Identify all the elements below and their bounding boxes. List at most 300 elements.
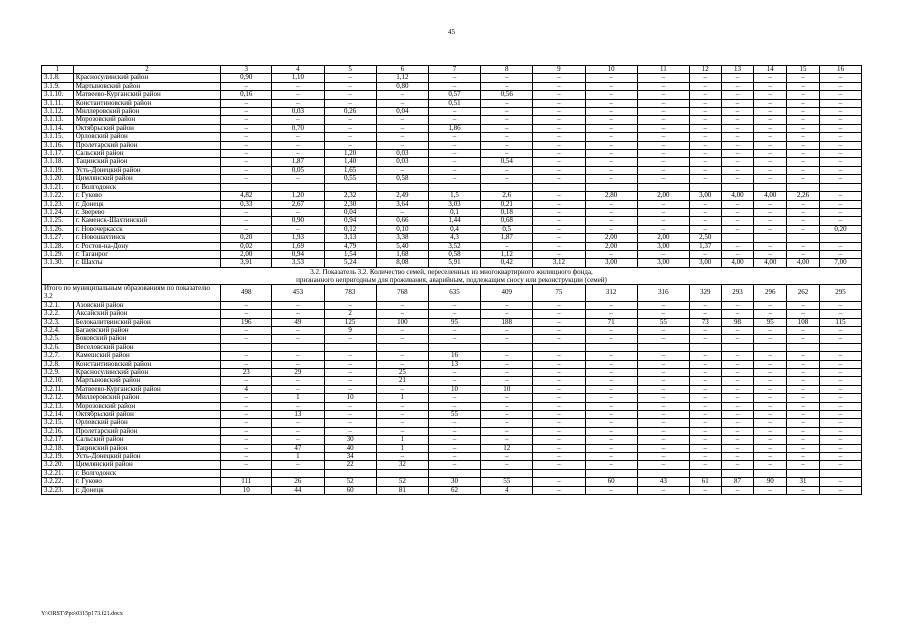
- row-value: –: [721, 402, 754, 410]
- table-row: [42, 360, 862, 368]
- row-value: –: [689, 250, 721, 258]
- row-value: 0,33: [221, 200, 272, 208]
- row-value: –: [637, 335, 689, 343]
- table-row: [42, 385, 862, 393]
- row-value: –: [819, 461, 861, 469]
- row-name: Пролетарский район: [73, 427, 220, 435]
- row-value: –: [637, 208, 689, 216]
- row-value: 4: [481, 486, 533, 494]
- row-name: г. Новошахтинск: [73, 234, 220, 242]
- row-value: –: [721, 99, 754, 107]
- row-value: –: [481, 453, 533, 461]
- row-name: Багаевский район: [73, 326, 220, 334]
- row-value: –: [221, 436, 272, 444]
- row-value: –: [481, 360, 533, 368]
- row-value: –: [481, 99, 533, 107]
- row-value: –: [819, 369, 861, 377]
- row-value: [272, 183, 324, 191]
- row-name: г. Шахты: [73, 259, 220, 267]
- row-value: –: [754, 150, 787, 158]
- row-value: –: [533, 250, 585, 258]
- row-value: –: [221, 175, 272, 183]
- row-value: –: [787, 394, 820, 402]
- row-value: –: [637, 91, 689, 99]
- row-value: –: [533, 208, 585, 216]
- row-value: 3,52: [428, 242, 480, 250]
- row-value: –: [428, 335, 480, 343]
- row-value: 4,79: [324, 242, 376, 250]
- row-value: 16: [428, 352, 480, 360]
- row-value: –: [533, 453, 585, 461]
- row-value: –: [819, 175, 861, 183]
- table-row: [42, 141, 862, 149]
- row-value: [819, 469, 861, 477]
- row-value: –: [637, 377, 689, 385]
- column-header: 2: [73, 66, 220, 74]
- row-value: –: [585, 225, 637, 233]
- row-value: –: [481, 74, 533, 82]
- row-value: –: [428, 108, 480, 116]
- row-value: 3,53: [272, 259, 324, 267]
- row-value: –: [272, 116, 324, 124]
- row-value: –: [376, 166, 428, 174]
- row-value: –: [221, 108, 272, 116]
- row-value: 43: [637, 478, 689, 486]
- row-value: –: [481, 301, 533, 309]
- table-row: [42, 486, 862, 494]
- row-number: 3.2.23.: [42, 486, 74, 494]
- row-value: –: [637, 200, 689, 208]
- table-row: [42, 234, 862, 242]
- row-name: Орловский район: [73, 419, 220, 427]
- row-value: –: [637, 444, 689, 452]
- row-value: 0,70: [272, 124, 324, 132]
- row-value: –: [481, 108, 533, 116]
- row-value: –: [637, 217, 689, 225]
- row-value: 2,00: [585, 234, 637, 242]
- row-value: 0,56: [481, 91, 533, 99]
- total-value: 635: [428, 284, 480, 301]
- row-name: Красносулинский район: [73, 369, 220, 377]
- row-value: –: [754, 91, 787, 99]
- row-value: –: [689, 444, 721, 452]
- row-value: 5,40: [376, 242, 428, 250]
- row-value: –: [819, 419, 861, 427]
- row-value: –: [787, 427, 820, 435]
- row-value: –: [533, 402, 585, 410]
- row-name: Азовский район: [73, 301, 220, 309]
- row-value: –: [754, 208, 787, 216]
- row-value: –: [819, 453, 861, 461]
- row-value: [637, 183, 689, 191]
- row-value: 1,54: [324, 250, 376, 258]
- row-value: –: [533, 301, 585, 309]
- row-value: –: [689, 385, 721, 393]
- row-value: –: [428, 158, 480, 166]
- row-value: [754, 469, 787, 477]
- row-value: [376, 469, 428, 477]
- row-value: –: [324, 402, 376, 410]
- row-value: –: [637, 369, 689, 377]
- total-value: 296: [754, 284, 787, 301]
- table-row: [42, 116, 862, 124]
- row-name: Матвеево-Курганский район: [73, 91, 220, 99]
- row-value: 21: [376, 377, 428, 385]
- row-value: –: [637, 158, 689, 166]
- row-value: –: [637, 141, 689, 149]
- row-value: –: [721, 175, 754, 183]
- row-value: –: [637, 99, 689, 107]
- row-value: 2,80: [585, 192, 637, 200]
- row-value: 3,00: [637, 259, 689, 267]
- row-value: –: [637, 124, 689, 132]
- row-value: [585, 469, 637, 477]
- row-value: –: [221, 394, 272, 402]
- row-value: –: [721, 326, 754, 334]
- row-value: 5,24: [324, 259, 376, 267]
- row-name: Константиновский район: [73, 360, 220, 368]
- row-value: 1,87: [272, 158, 324, 166]
- row-value: –: [376, 335, 428, 343]
- row-value: –: [585, 411, 637, 419]
- row-value: –: [221, 82, 272, 90]
- row-value: –: [787, 133, 820, 141]
- row-value: –: [689, 411, 721, 419]
- row-value: –: [787, 352, 820, 360]
- row-value: –: [533, 310, 585, 318]
- row-value: –: [721, 225, 754, 233]
- row-value: –: [721, 427, 754, 435]
- row-value: 4,3: [428, 234, 480, 242]
- row-number: 3.1.28.: [42, 242, 74, 250]
- row-value: –: [221, 310, 272, 318]
- row-value: –: [533, 411, 585, 419]
- row-number: 3.2.10.: [42, 377, 74, 385]
- row-value: 2,00: [585, 242, 637, 250]
- row-value: –: [324, 133, 376, 141]
- row-value: 0,4: [428, 225, 480, 233]
- row-value: –: [376, 427, 428, 435]
- row-value: –: [689, 486, 721, 494]
- row-value: –: [787, 200, 820, 208]
- row-value: –: [819, 301, 861, 309]
- row-value: –: [637, 133, 689, 141]
- row-value: –: [787, 141, 820, 149]
- row-value: –: [721, 116, 754, 124]
- row-number: 3.1.23.: [42, 200, 74, 208]
- table-row: [42, 377, 862, 385]
- row-value: –: [585, 326, 637, 334]
- row-value: –: [481, 394, 533, 402]
- row-name: Аксайский район: [73, 310, 220, 318]
- total-value: 768: [376, 284, 428, 301]
- row-value: 0,58: [428, 250, 480, 258]
- row-name: Веселовский район: [73, 343, 220, 351]
- column-header: 8: [481, 66, 533, 74]
- row-value: 2: [324, 310, 376, 318]
- row-value: –: [754, 74, 787, 82]
- row-value: –: [533, 166, 585, 174]
- row-number: 3.2.1.: [42, 301, 74, 309]
- row-number: 3.1.16.: [42, 141, 74, 149]
- row-value: –: [721, 124, 754, 132]
- row-value: –: [585, 99, 637, 107]
- row-value: –: [481, 461, 533, 469]
- row-value: –: [481, 427, 533, 435]
- row-value: –: [585, 150, 637, 158]
- row-value: 1: [376, 436, 428, 444]
- section-title: [42, 267, 862, 284]
- row-value: 1,12: [376, 74, 428, 82]
- column-header: 15: [787, 66, 820, 74]
- row-value: –: [376, 360, 428, 368]
- row-value: [324, 343, 376, 351]
- row-value: 55: [637, 318, 689, 326]
- row-name: Миллеровский район: [73, 108, 220, 116]
- row-value: –: [754, 200, 787, 208]
- table-row: [42, 217, 862, 225]
- file-path-footer: Y:\ORST\Ppo\0315p173.f21.docx: [41, 611, 123, 617]
- row-number: 3.2.8.: [42, 360, 74, 368]
- row-value: [787, 469, 820, 477]
- row-value: –: [689, 369, 721, 377]
- row-value: –: [754, 141, 787, 149]
- table-row: [42, 166, 862, 174]
- row-value: 49: [272, 318, 324, 326]
- row-value: –: [533, 116, 585, 124]
- row-value: –: [585, 200, 637, 208]
- row-value: 44: [272, 486, 324, 494]
- row-value: –: [272, 402, 324, 410]
- row-value: [481, 469, 533, 477]
- row-value: –: [272, 99, 324, 107]
- row-value: 4: [221, 385, 272, 393]
- row-value: –: [689, 310, 721, 318]
- row-value: 0,04: [324, 208, 376, 216]
- row-value: –: [428, 326, 480, 334]
- row-value: –: [272, 360, 324, 368]
- table-row: [42, 250, 862, 258]
- row-value: [689, 343, 721, 351]
- row-value: –: [689, 108, 721, 116]
- row-value: 0,90: [272, 217, 324, 225]
- row-value: –: [533, 82, 585, 90]
- row-number: 3.2.4.: [42, 326, 74, 334]
- row-value: [637, 343, 689, 351]
- row-value: –: [221, 166, 272, 174]
- row-value: –: [533, 436, 585, 444]
- total-value: 453: [272, 284, 324, 301]
- column-header: 7: [428, 66, 480, 74]
- row-name: Мартыновский район: [73, 377, 220, 385]
- row-value: –: [637, 250, 689, 258]
- row-value: –: [637, 486, 689, 494]
- row-value: –: [689, 175, 721, 183]
- row-value: –: [637, 326, 689, 334]
- table-row: [42, 183, 862, 191]
- table-row: [42, 436, 862, 444]
- row-value: –: [272, 352, 324, 360]
- row-value: –: [787, 453, 820, 461]
- row-value: –: [819, 200, 861, 208]
- row-value: –: [221, 99, 272, 107]
- row-value: 4,00: [754, 192, 787, 200]
- row-value: –: [481, 141, 533, 149]
- row-value: [272, 343, 324, 351]
- row-name: Сальский район: [73, 150, 220, 158]
- row-value: –: [272, 150, 324, 158]
- column-header: 16: [819, 66, 861, 74]
- row-value: –: [637, 453, 689, 461]
- row-value: –: [689, 301, 721, 309]
- row-value: –: [221, 402, 272, 410]
- row-value: 31: [787, 478, 820, 486]
- row-name: Пролетарский район: [73, 141, 220, 149]
- row-value: 3,13: [324, 234, 376, 242]
- row-value: –: [819, 402, 861, 410]
- table-row: [42, 411, 862, 419]
- row-number: 3.2.9.: [42, 369, 74, 377]
- row-name: г. Донецк: [73, 200, 220, 208]
- total-value: 329: [689, 284, 721, 301]
- row-value: –: [787, 360, 820, 368]
- row-value: 0,51: [428, 99, 480, 107]
- row-value: –: [689, 360, 721, 368]
- row-value: –: [585, 166, 637, 174]
- row-value: –: [428, 310, 480, 318]
- row-value: –: [481, 326, 533, 334]
- row-value: –: [324, 335, 376, 343]
- table-row: [42, 242, 862, 250]
- row-value: –: [754, 385, 787, 393]
- row-value: –: [754, 250, 787, 258]
- row-value: –: [819, 108, 861, 116]
- row-value: 8,08: [376, 259, 428, 267]
- row-number: 3.2.14.: [42, 411, 74, 419]
- row-value: 30: [324, 436, 376, 444]
- row-value: 2,00: [637, 192, 689, 200]
- row-value: 4,00: [787, 259, 820, 267]
- row-value: –: [754, 486, 787, 494]
- table-row: [42, 108, 862, 116]
- row-value: –: [637, 436, 689, 444]
- row-value: –: [221, 419, 272, 427]
- row-value: –: [637, 352, 689, 360]
- row-value: –: [721, 444, 754, 452]
- row-value: –: [324, 141, 376, 149]
- row-value: –: [819, 133, 861, 141]
- row-value: –: [533, 369, 585, 377]
- row-value: –: [585, 116, 637, 124]
- row-value: –: [221, 141, 272, 149]
- row-value: –: [637, 301, 689, 309]
- row-value: –: [585, 453, 637, 461]
- row-value: 4,00: [721, 259, 754, 267]
- row-value: –: [481, 310, 533, 318]
- row-value: [585, 183, 637, 191]
- row-value: –: [221, 326, 272, 334]
- row-value: 0,54: [481, 158, 533, 166]
- row-value: –: [324, 369, 376, 377]
- row-value: –: [428, 402, 480, 410]
- row-value: 32: [376, 461, 428, 469]
- row-value: –: [819, 124, 861, 132]
- row-number: 3.1.26.: [42, 225, 74, 233]
- row-value: –: [787, 175, 820, 183]
- row-value: –: [272, 461, 324, 469]
- row-value: –: [721, 369, 754, 377]
- row-value: –: [585, 133, 637, 141]
- table-row: [42, 259, 862, 267]
- row-value: 0,03: [376, 150, 428, 158]
- row-value: –: [221, 377, 272, 385]
- row-value: 10: [221, 486, 272, 494]
- row-value: [754, 183, 787, 191]
- row-value: –: [721, 133, 754, 141]
- row-value: –: [637, 166, 689, 174]
- row-value: –: [533, 394, 585, 402]
- row-value: 3,00: [689, 259, 721, 267]
- row-value: –: [221, 208, 272, 216]
- row-value: –: [787, 385, 820, 393]
- row-value: 9: [324, 326, 376, 334]
- row-value: 2,49: [376, 192, 428, 200]
- row-value: –: [819, 99, 861, 107]
- row-value: –: [721, 360, 754, 368]
- row-name: Боковский район: [73, 335, 220, 343]
- row-value: –: [787, 461, 820, 469]
- row-value: –: [819, 310, 861, 318]
- row-value: –: [533, 478, 585, 486]
- row-value: [221, 469, 272, 477]
- row-value: –: [533, 242, 585, 250]
- row-value: 0,03: [272, 108, 324, 116]
- row-value: –: [272, 225, 324, 233]
- row-name: Октябрьский район: [73, 411, 220, 419]
- row-value: –: [754, 453, 787, 461]
- row-value: –: [585, 108, 637, 116]
- row-value: –: [221, 335, 272, 343]
- row-value: –: [819, 208, 861, 216]
- row-value: –: [637, 82, 689, 90]
- row-value: –: [585, 377, 637, 385]
- row-value: –: [819, 486, 861, 494]
- row-value: 1,93: [272, 234, 324, 242]
- row-value: –: [637, 394, 689, 402]
- table-row: [42, 427, 862, 435]
- row-value: 2,30: [324, 200, 376, 208]
- row-value: –: [721, 200, 754, 208]
- row-value: –: [428, 394, 480, 402]
- row-value: [272, 469, 324, 477]
- row-value: –: [689, 141, 721, 149]
- row-number: 3.1.21.: [42, 183, 74, 191]
- row-name: Мартыновский район: [73, 82, 220, 90]
- row-value: 4,00: [754, 259, 787, 267]
- row-value: –: [721, 377, 754, 385]
- row-name: г. Ростов-на-Дону: [73, 242, 220, 250]
- row-value: [721, 469, 754, 477]
- row-value: –: [376, 99, 428, 107]
- row-number: 3.1.22.: [42, 192, 74, 200]
- row-value: –: [754, 133, 787, 141]
- row-value: 13: [272, 411, 324, 419]
- row-value: –: [585, 352, 637, 360]
- row-value: –: [721, 150, 754, 158]
- row-value: –: [221, 453, 272, 461]
- row-value: –: [787, 444, 820, 452]
- row-value: 5,91: [428, 259, 480, 267]
